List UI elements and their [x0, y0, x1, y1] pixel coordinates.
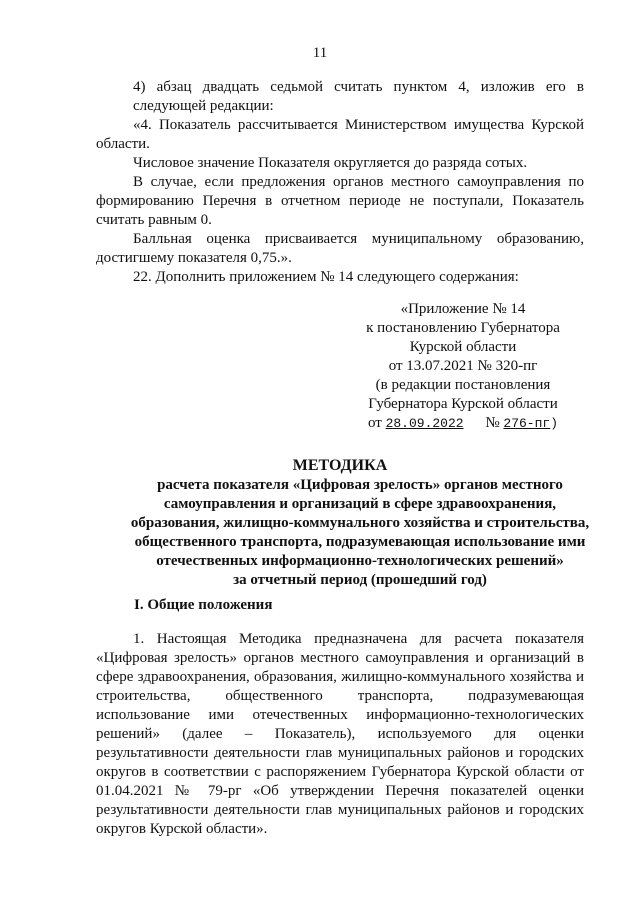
paragraph-1 [96, 630, 584, 839]
appendix-header [340, 300, 586, 433]
paragraph-score [96, 230, 584, 268]
close-paren: ) [550, 416, 559, 431]
appendix-line: к постановлению Губернатора [366, 320, 560, 336]
appendix-date-line [340, 414, 586, 433]
text-line: 01.04.2021 № 79-рг «Об утверждении Перечня показателей оценки [96, 783, 584, 799]
text-line: 1. Настоящая Методика предназначена для расчета показателя [133, 631, 584, 647]
number-prefix: № [485, 415, 500, 431]
text-line: строительства, общественного транспорта, подразумевающая [96, 688, 584, 704]
subtitle-line: образования, жилищно-коммунального хозяйства и строительства, [130, 515, 590, 531]
section-heading: I. Общие положения [134, 597, 273, 613]
paragraph-abzac [96, 78, 584, 116]
appendix-line: «Приложение № 14 [400, 301, 526, 317]
subtitle-line: отечественных информационно-технологических решений» [156, 553, 564, 569]
text-line: Балльная оценка присваивается муниципальному образованию, [133, 231, 584, 247]
section-paragraph [96, 630, 584, 839]
appendix-line: от 13.07.2021 № 320-пг [388, 358, 538, 374]
text-line: следующей редакции: [133, 98, 274, 114]
text-line: округов Курской области». [96, 821, 268, 837]
page-number: 11 [312, 45, 328, 61]
date-prefix: от [367, 415, 382, 431]
methodology-title: МЕТОДИКА [292, 457, 388, 474]
paragraph-22 [96, 268, 584, 287]
paragraph-point-4 [96, 116, 584, 154]
text-line: «Цифровая зрелость» органов местного самоуправления и организаций в [96, 650, 584, 666]
number-value: 276-пг [503, 416, 551, 431]
subtitle-line: расчета показателя «Цифровая зрелость» органов местного [157, 477, 563, 493]
amendment-text [96, 78, 584, 287]
text-line: решений» (далее – Показатель), используемого для оценки [96, 726, 584, 742]
text-line: «4. Показатель рассчитывается Министерством имущества Курской [133, 117, 584, 133]
appendix-line: (в редакции постановления [375, 377, 551, 393]
appendix-line: Курской области [409, 339, 517, 355]
text-line: результативности деятельности глав муниципальных районов и городских [96, 745, 584, 761]
text-line: использование ими отечественных информационно-технологических [96, 707, 584, 723]
subtitle-line: за отчетный период (прошедший год) [233, 572, 487, 588]
paragraph-rounding [96, 154, 584, 173]
text-line: достигшему показателя 0,75.». [96, 250, 292, 266]
appendix-line: Губернатора Курской области [368, 396, 558, 412]
text-line: округов в соответствии с распоряжением Губернатора Курской области от [96, 764, 584, 780]
text-line: В случае, если предложения органов местного самоуправления по [133, 174, 584, 190]
date-value: 28.09.2022 [385, 416, 464, 431]
text-line: результативности деятельности глав муниципальных районов и городских [96, 802, 584, 818]
subtitle-line: общественного транспорта, подразумевающая использование ими [134, 534, 586, 550]
methodology-title-block [80, 456, 600, 590]
text-line: сфере здравоохранения, образования, жилищно-коммунального хозяйства и [96, 669, 584, 685]
text-line: 22. Дополнить приложением № 14 следующего содержания: [133, 269, 519, 285]
subtitle-line: самоуправления и организаций в сфере здравоохранения, [163, 496, 557, 512]
text-line: считать равным 0. [96, 212, 212, 228]
paragraph-zero-case [96, 173, 584, 230]
text-line: формированию Перечня в отчетном периоде не поступали, Показатель [96, 193, 584, 209]
methodology-subtitle [80, 476, 600, 590]
text-line: области. [96, 136, 150, 152]
text-line: Числовое значение Показателя округляется до разряда сотых. [133, 155, 528, 171]
text-line: 4) абзац двадцать седьмой считать пунктом 4, изложив его в [133, 79, 584, 95]
